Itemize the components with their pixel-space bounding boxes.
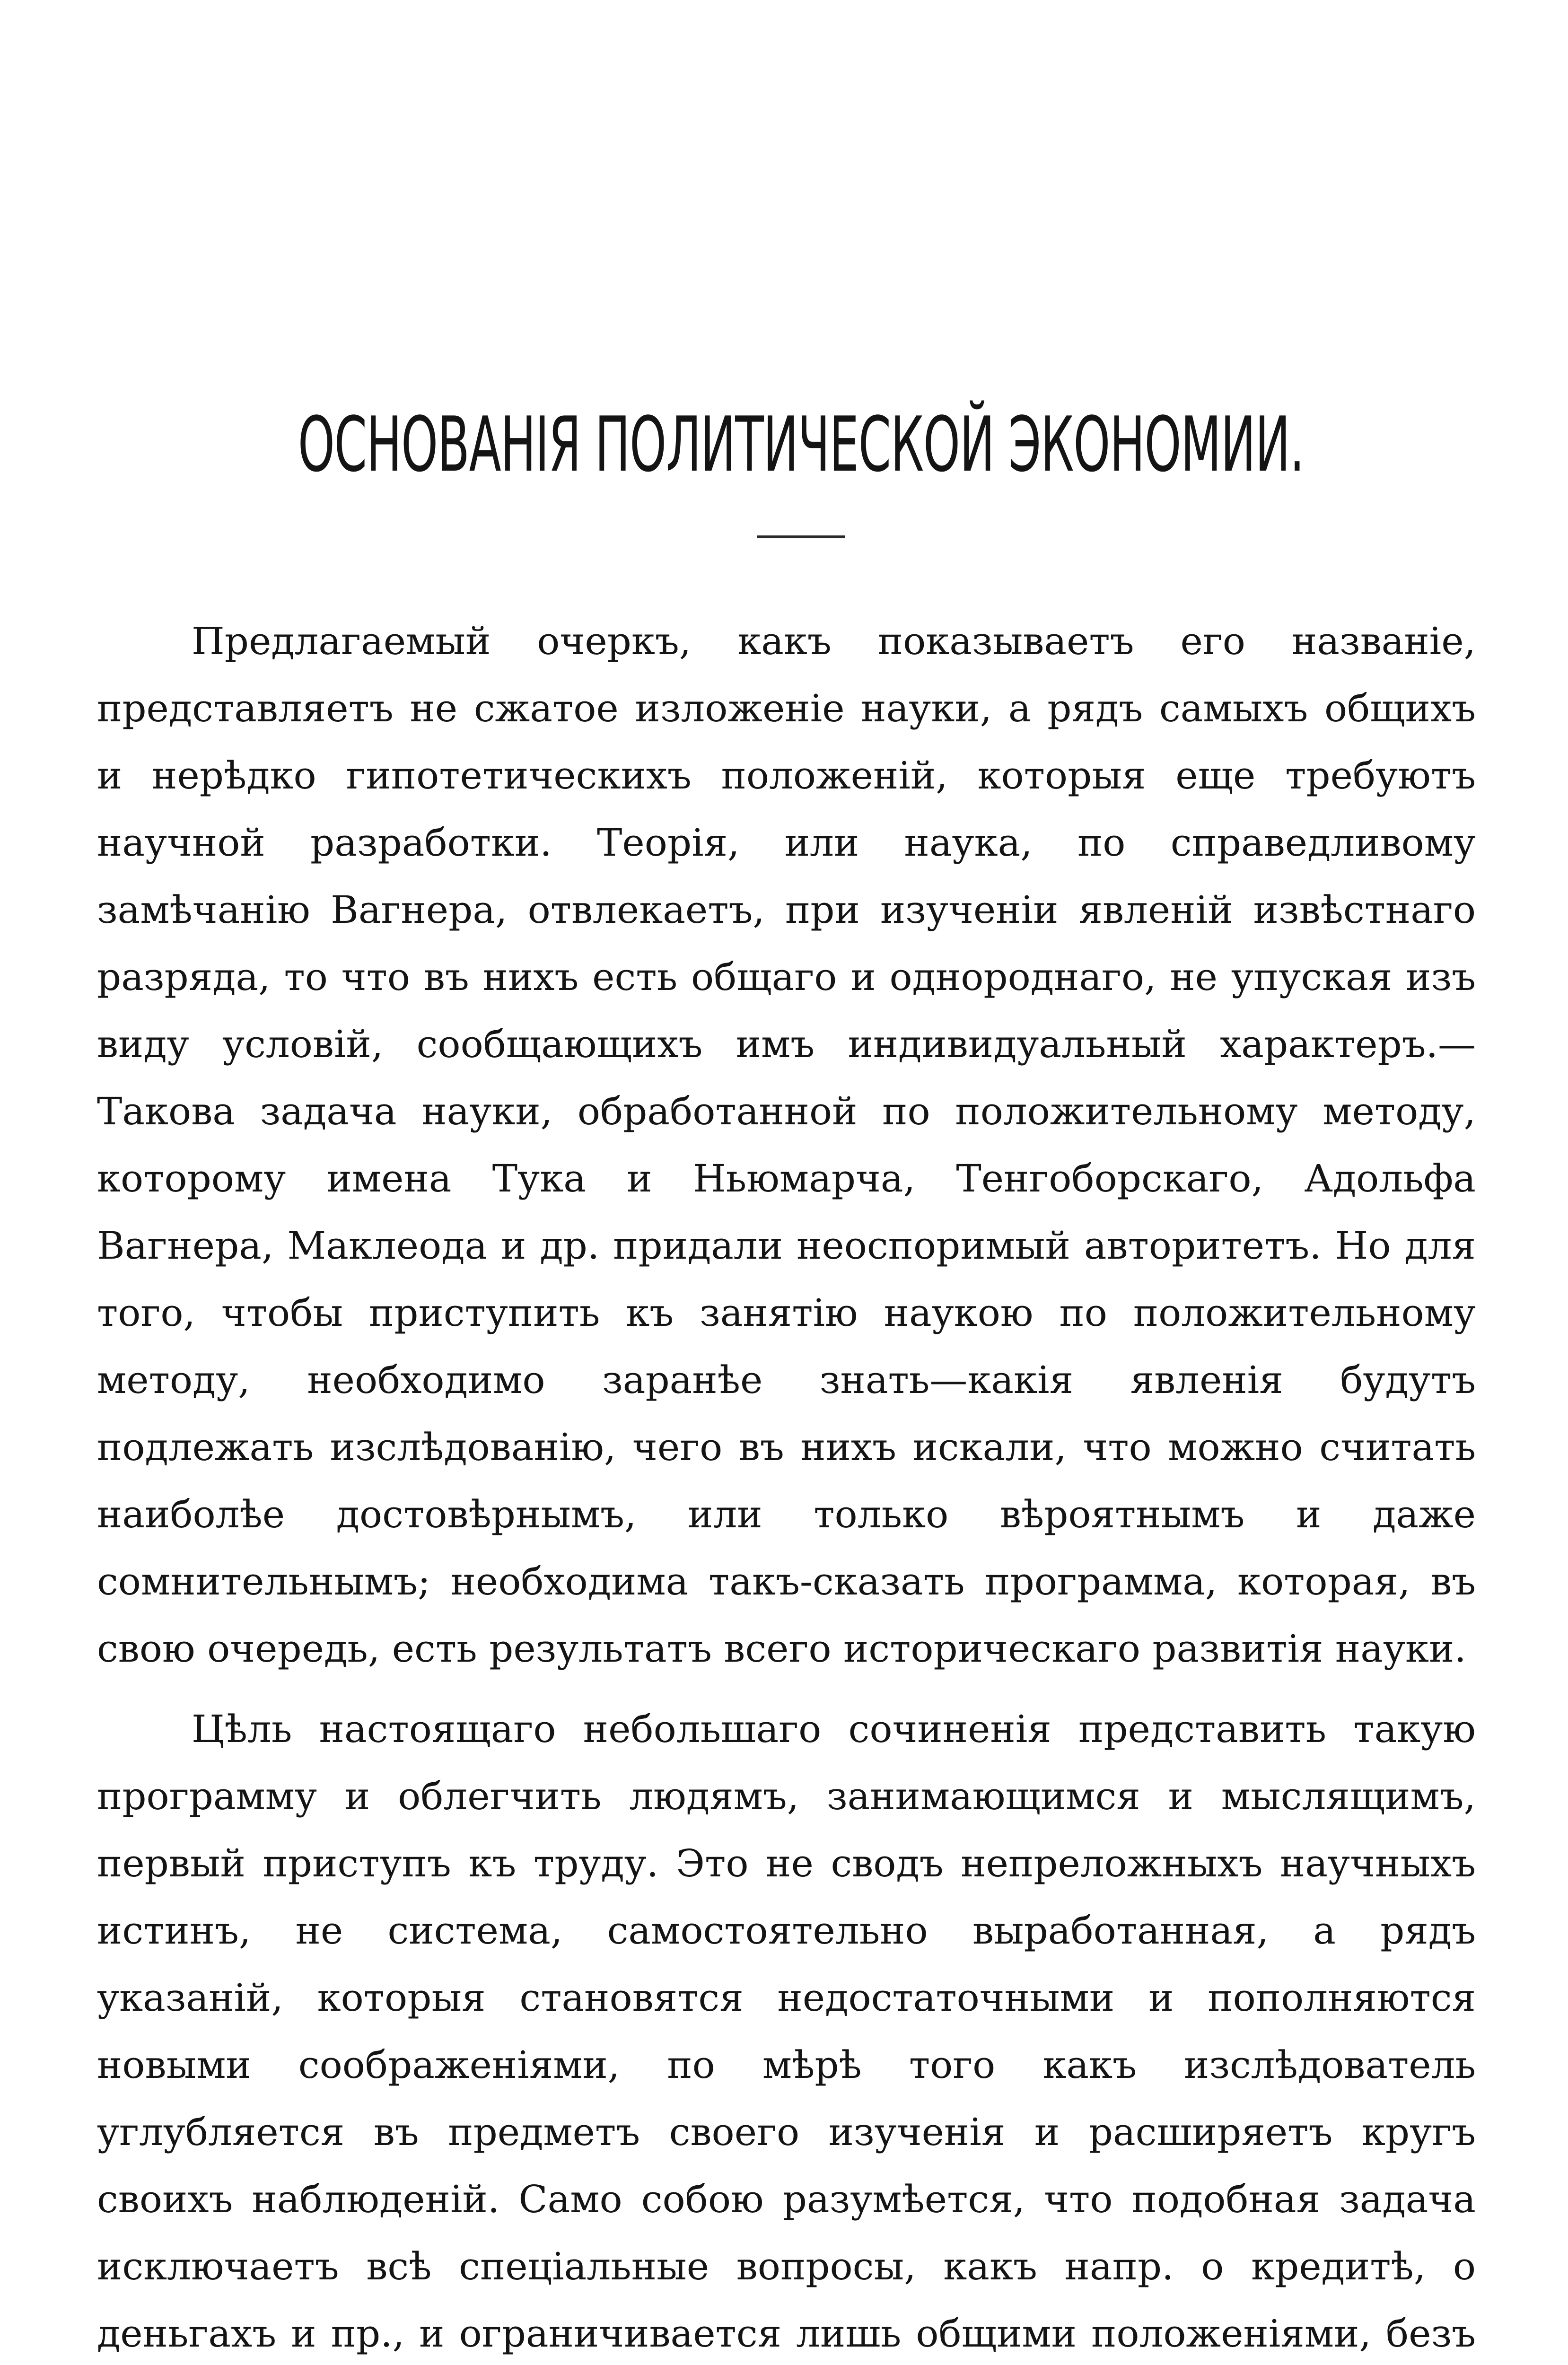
title-divider <box>757 535 845 538</box>
body-text <box>97 608 1476 2365</box>
paragraph-1: Предлагаемый очеркъ, какъ показываетъ его названіе, представляетъ не сжатое изложеніе науки, а рядъ самыхъ общихъ и нерѣдко гипотетическихъ положеній, которыя еще требуютъ научной разработки. Теорія, или наука, по справедливому замѣчанію Вагнера, отвлекаетъ, при изученіи явленій извѣстнаго разряда, то что въ нихъ есть общаго и однороднаго, не упуская изъ виду условій, сообщающихъ имъ индивидуальный характеръ.—Такова задача науки, обработанной по положительному методу, которому имена Тука и Ньюмарча, Тенгоборскаго, Адольфа Вагнера, Маклеода и др. придали неоспоримый авторитетъ. Но для того, чтобы приступить къ занятію наукою по положительному методу, необходимо заранѣе знать—какія явленія будутъ подлежать изслѣдованію, чего въ нихъ искали, что можно считать наиболѣе достовѣрнымъ, или только вѣроятнымъ и даже сомнительнымъ; необходима такъ-сказать программа, которая, въ свою очередь, есть результатъ всего историческаго развитія науки. <box>97 619 1476 1671</box>
paragraph-2: Цѣль настоящаго небольшаго сочиненія представить такую программу и облегчить людямъ, занимающимся и мыслящимъ, первый приступъ къ труду. Это не сводъ непреложныхъ научныхъ истинъ, не система, самостоятельно выработанная, а рядъ указаній, которыя становятся недостаточными и пополняются новыми соображеніями, по мѣрѣ того какъ изслѣдователь углубляется въ предметъ своего изученія и расширяетъ кругъ своихъ наблюденій. Само собою разумѣется, что подобная задача исключаетъ всѣ спеціальные вопросы, какъ напр. о кредитѣ, о деньгахъ и пр., и ограничивается лишь общими положеніями, безъ <box>97 1707 1476 2356</box>
page-title: ОСНОВАНІЯ ПОЛИТИЧЕСКОЙ ЭКОНОМИИ. <box>298 400 1304 489</box>
